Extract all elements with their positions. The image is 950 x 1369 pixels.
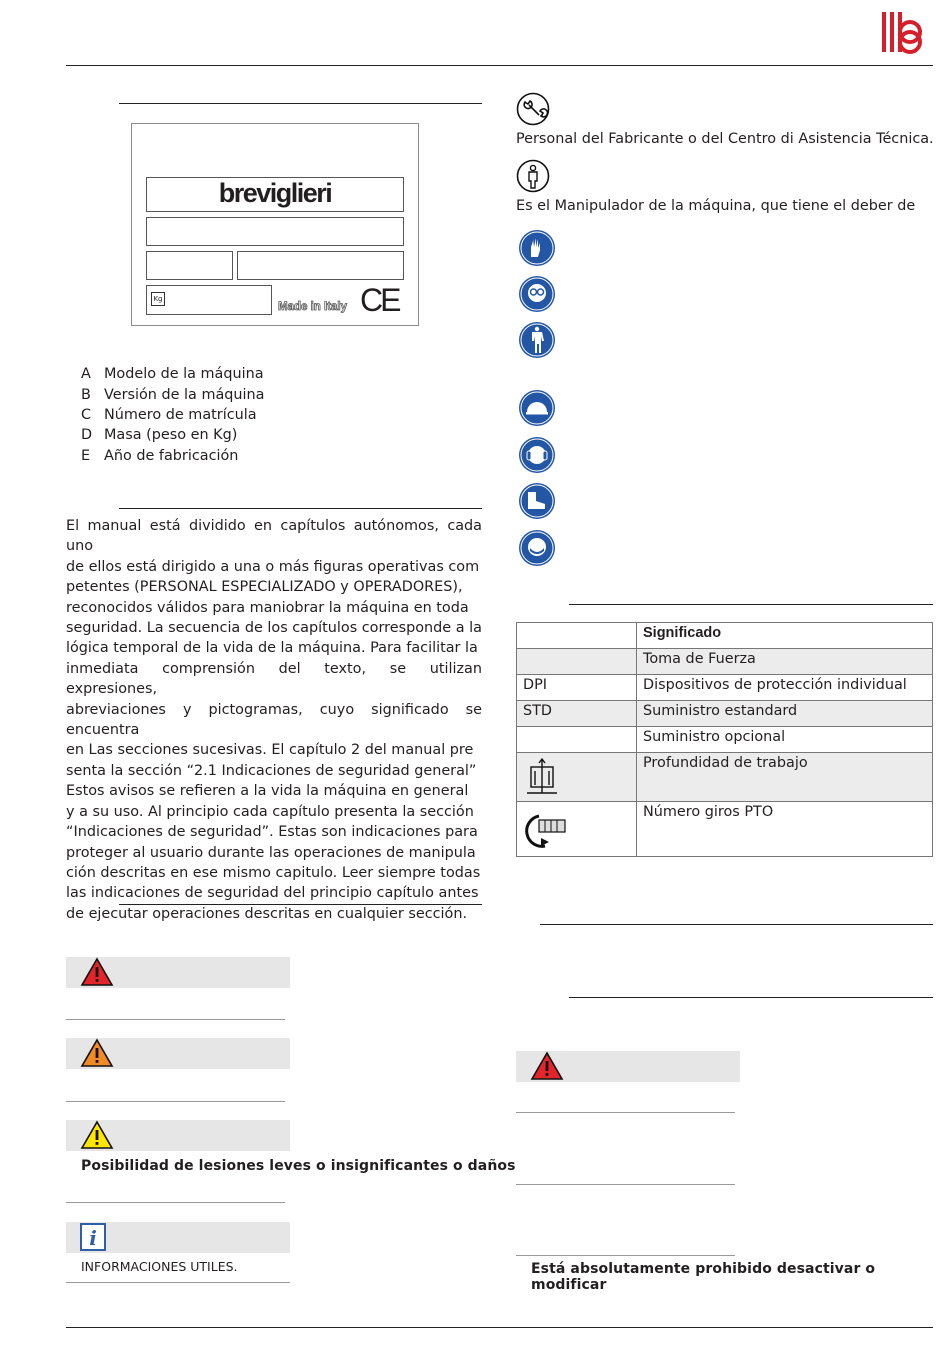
section-rule	[119, 103, 482, 104]
ce-mark: CE	[360, 282, 399, 318]
table-row: Toma de Fuerza	[517, 649, 933, 675]
face-mask-icon	[518, 529, 556, 567]
info-text: INFORMACIONES UTILES.	[81, 1259, 238, 1274]
prohibited-text: Está absolutamente prohibido desactivar o modificar	[531, 1261, 876, 1293]
info-icon	[80, 1223, 106, 1251]
safety-boots-icon	[518, 482, 556, 520]
abbreviations-table	[516, 622, 933, 857]
plate-brand: breviglieri	[218, 178, 332, 208]
danger-bar	[516, 1051, 740, 1082]
divider	[516, 1255, 735, 1256]
legend-item: D Masa (peso en Kg)	[81, 427, 238, 443]
ear-protection-icon	[518, 436, 556, 474]
brand-logo	[880, 10, 924, 54]
plate-weight-box	[146, 285, 272, 315]
table-row: STD Suministro estandard	[517, 701, 933, 727]
table-header-cell: Significado	[637, 623, 933, 649]
section-rule	[569, 997, 933, 998]
divider	[66, 1202, 285, 1203]
plate-brand-box	[146, 177, 404, 212]
table-header-row	[517, 623, 933, 649]
table-row: Suministro opcional	[517, 727, 933, 753]
table-row: DPI Dispositivos de protección individual	[517, 675, 933, 701]
caution-icon	[80, 1120, 114, 1150]
legend-item: C Número de matrícula	[81, 407, 257, 423]
table-row: Profundidad de trabajo	[517, 753, 933, 802]
svg-text:i: i	[89, 1226, 97, 1250]
info-bar	[66, 1222, 290, 1253]
header-rule	[66, 65, 933, 66]
danger-icon	[530, 1051, 564, 1081]
divider	[66, 1019, 285, 1020]
pto-rotation-icon	[525, 810, 569, 850]
wrench-icon	[516, 92, 550, 126]
divider	[516, 1112, 735, 1113]
legend-item: A Modelo de la máquina	[81, 366, 264, 382]
machine-nameplate	[131, 123, 419, 326]
goggles-icon	[518, 275, 556, 313]
danger-icon	[80, 957, 114, 987]
section-rule	[569, 604, 933, 605]
weight-icon: Kg	[151, 292, 165, 306]
divider	[66, 1282, 290, 1283]
divider	[66, 1101, 285, 1102]
table-row: Número giros PTO	[517, 802, 933, 857]
overalls-icon	[518, 321, 556, 359]
section-rule	[119, 904, 482, 905]
footer-rule	[66, 1327, 933, 1328]
helmet-icon	[518, 389, 556, 427]
section-rule	[119, 508, 482, 509]
warning-bar	[66, 1038, 290, 1069]
plate-version-box	[146, 251, 233, 280]
operator-icon	[516, 159, 550, 193]
technician-text: Personal del Fabricante o del Centro di Asistencia Técnica.	[516, 131, 934, 147]
plate-model-box	[146, 217, 404, 246]
legend-item: B Versión de la máquina	[81, 387, 265, 403]
divider	[516, 1184, 735, 1185]
section-rule	[540, 924, 933, 925]
made-in-italy: Made in Italy	[278, 301, 348, 313]
caution-bar	[66, 1120, 290, 1151]
plate-serial-box	[237, 251, 404, 280]
warning-icon	[80, 1038, 114, 1068]
working-depth-icon	[525, 757, 559, 795]
danger-bar	[66, 957, 290, 988]
manual-structure-paragraph: El manual está dividido en capítulos autónomos, cada uno de ellos está dirigido a una o más figuras operativas com petentes (PERSONAL ESPECIALIZADO y OPERADORES), reconocidos válidos para maniobrar la máquina en toda seguridad. La secuencia de los capítulos corresponde a la lógica temporal de la vida de la máquina. Para facilitar la inmediata comprensión del texto, se utilizan expresiones, abreviaciones y pictogramas, cuyo significado se encuentra en Las secciones sucesivas. El capítulo 2 del manual pre senta la sección “2.1 Indicaciones de seguridad general” Estos avisos se refieren a la vida la máquina en general y a su uso. Al principio cada capítulo presenta la sección “Indicaciones de seguridad”. Estas son indicaciones para proteger al usuario durante las operaciones de manipula ción descritas en ese mismo capitulo. Leer siempre todas las indicaciones de seguridad del principio capítulo antes de ejecutar operaciones descritas en cualquier sección.	[66, 518, 482, 922]
operator-text: Es el Manipulador de la máquina, que tiene el deber de	[516, 198, 916, 214]
gloves-icon	[518, 229, 556, 267]
legend-item: E Año de fabricación	[81, 448, 239, 464]
table-header-cell	[517, 623, 637, 649]
caution-text: Posibilidad de lesiones leves o insignificantes o daños	[81, 1158, 516, 1174]
